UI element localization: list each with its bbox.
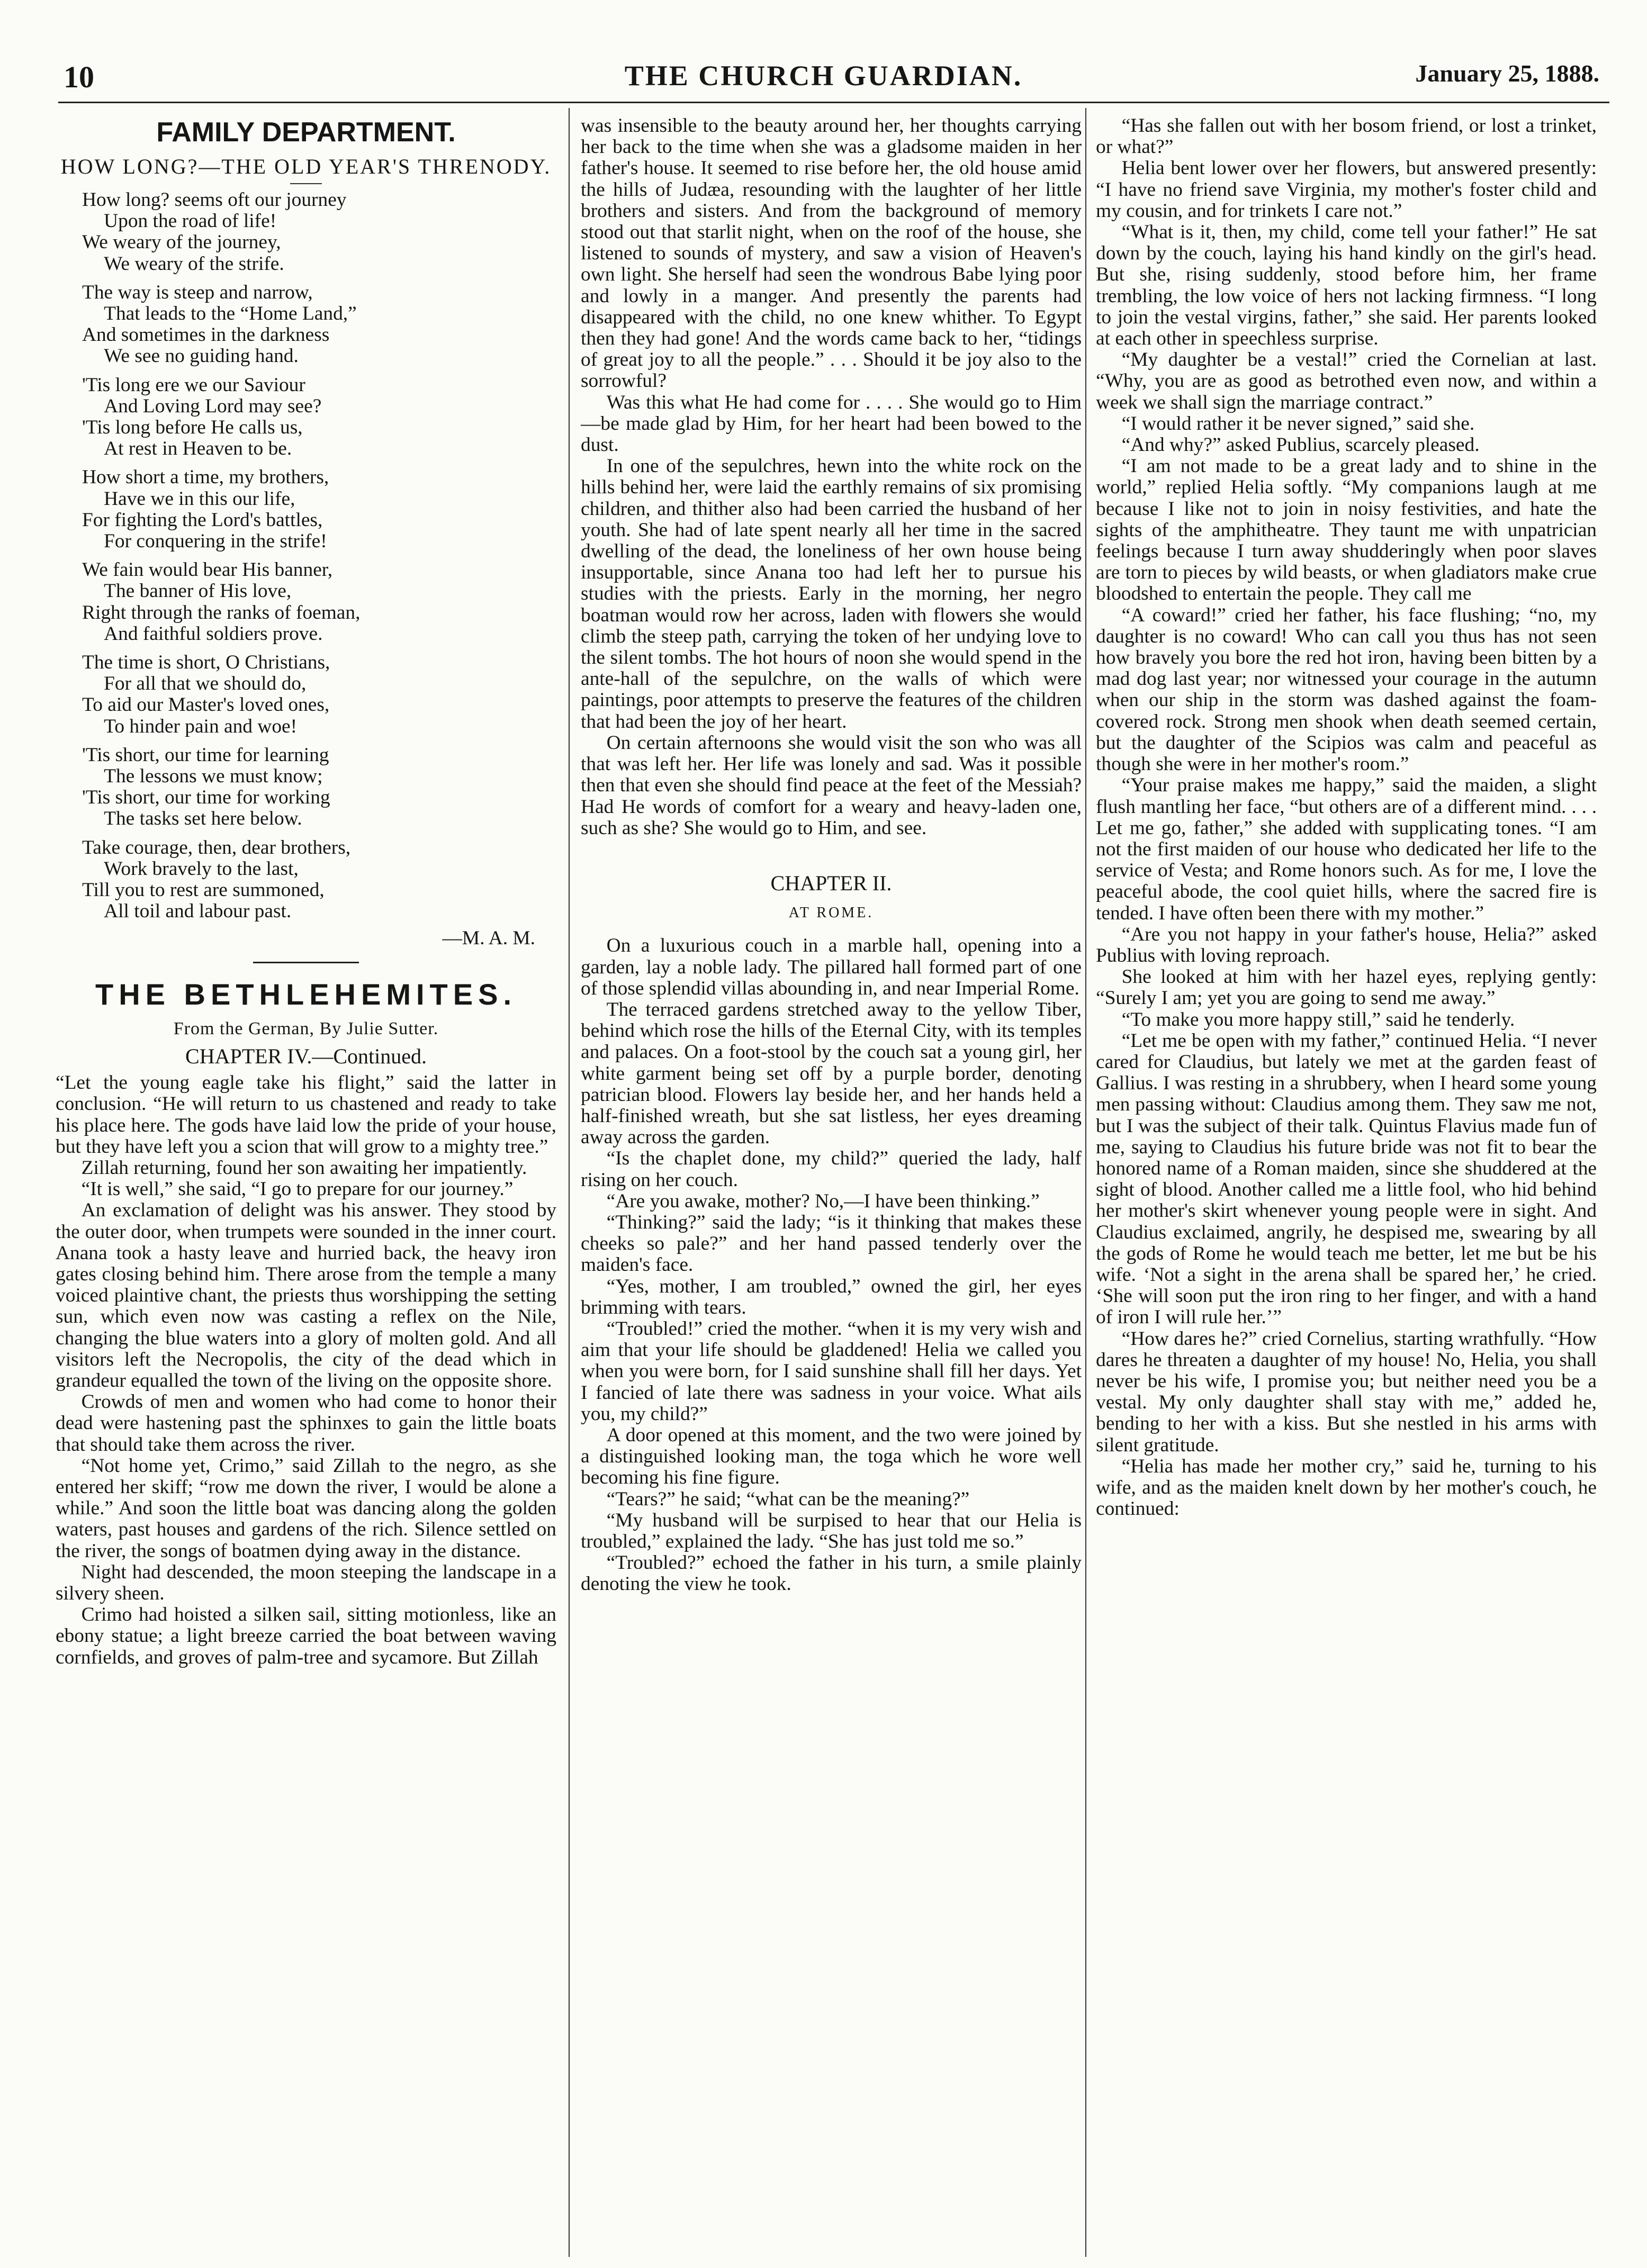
poem-line: And Loving Lord may see?	[104, 395, 322, 417]
poem-line: For fighting the Lord's battles,	[82, 509, 323, 531]
paragraph: Was this what He had come for . . . . She would go to Him—be made glad by Him, for her heart had been bowed to the dust.	[581, 391, 1082, 456]
paragraph: “What is it, then, my child, come tell your father!” He sat down by the couch, laying his hand kindly on the girl's head. But she, rising suddenly, stood before him, her frame trembling, the low voice of hers not lacking firmness. “I long to join the vestal virgins, father,” she said. Her parents looked at each other in speechless surprise.	[1096, 221, 1597, 350]
poem-line: The tasks set here below.	[104, 808, 302, 830]
poem-line: The time is short, O Christians,	[82, 652, 330, 674]
paragraph: “My daughter be a vestal!” cried the Cornelian at last. “Why, you are as good as betrothed even now, and within a week we shall sign the marriage contract.”	[1096, 349, 1597, 413]
poem-line: To aid our Master's loved ones,	[82, 694, 330, 716]
section-title: FAMILY DEPARTMENT.	[156, 117, 456, 148]
page-number: 10	[64, 60, 94, 94]
paragraph: Zillah returning, found her son awaiting her impatiently.	[81, 1156, 527, 1179]
paragraph: “And why?” asked Publius, scarcely pleased.	[1121, 434, 1480, 456]
poem-line: The lessons we must know;	[104, 765, 323, 788]
paragraph: “Let me be open with my father,” continued Helia. “I never cared for Claudius, but lately we met at the garden feast of Gallius. I was resting in a shrubbery, when I heard some young men passing without: Claudius among them. They saw me not, but I was the subject of their talk. Quintus Flavius made fun of me, saying to Claudius his future bride was not fit to bear the honored name of a Roman maiden, since she shuddered at the sight of blood. Another called me a little fool, who hid behind her mother's skirt whenever young people were in sight. And Claudius exclaimed, angrily, he despised me, swearing by all the gods of Rome he would teach me better, let me but be his wife. ‘Not a sight in the arena shall be spared her,’ he cried. ‘She will soon put the iron ring to her finger, and with a hand of iron I will rule her.’”	[1096, 1029, 1597, 1329]
poem-line: 'Tis short, our time for working	[82, 787, 330, 809]
chapter-heading: CHAPTER II.	[770, 871, 892, 895]
divider	[290, 183, 322, 184]
paragraph: The terraced gardens stretched away to the yellow Tiber, behind which rose the hills of the Eternal City, with its temples and palaces. On a foot-stool by the couch sat a young girl, her white garment being set off by a purple border, denoting patrician blood. Flowers lay beside her, and her hands held a half-finished wreath, but she sat listless, her eyes dreaming away across the garden.	[581, 998, 1082, 1149]
paragraph: “Are you not happy in your father's house, Helia?” asked Publius with loving reproach.	[1096, 923, 1597, 966]
poem-line: The banner of His love,	[104, 580, 292, 602]
page-header	[26, 26, 1621, 106]
paragraph: On a luxurious couch in a marble hall, opening into a garden, lay a noble lady. The pillared hall formed part of one of those splendid villas abounding in, and near Imperial Rome.	[581, 935, 1082, 999]
poem-line: To hinder pain and woe!	[104, 715, 298, 737]
paragraph: She looked at him with her hazel eyes, replying gently: “Surely I am; yet you are going to send me away.”	[1096, 966, 1597, 1009]
poem-line: At rest in Heaven to be.	[104, 438, 292, 460]
poem-line: 'Tis short, our time for learning	[82, 744, 329, 766]
paragraph: “It is well,” she said, “I go to prepare for our journey.”	[81, 1178, 514, 1200]
paragraph: In one of the sepulchres, hewn into the white rock on the hills behind her, were laid the earthly remains of six promising children, and thither also had been carried the husband of her youth. She had of late spent nearly all her time in the sacred dwelling of the dead, the loneliness of her own house being insupportable, since Anana too had left her to pursue his studies with the priests. Early in the morning, her negro boatman would row her across, laden with flowers she would climb the steep path, carrying the token of her undying love to the silent tombs. The hot hours of noon she would spend in the ante-hall of the sepulchre, on the walls of which were paintings, poor attempts to preserve the features of the children that had been the joy of her heart.	[581, 455, 1082, 733]
poem-signature: —M. A. M.	[442, 927, 535, 949]
poem-line: For all that we should do,	[104, 673, 307, 695]
poem-line: We fain would bear His banner,	[82, 559, 333, 581]
poem-line: The way is steep and narrow,	[82, 281, 313, 303]
poem-line: How long? seems oft our journey	[82, 189, 347, 211]
poem-line: 'Tis long before He calls us,	[82, 417, 303, 439]
column-1	[56, 115, 556, 1668]
paragraph: “Are you awake, mother? No,—I have been thinking.”	[606, 1190, 1040, 1212]
column-divider	[569, 108, 570, 2257]
paragraph: “Let the young eagle take his flight,” said the latter in conclusion. “He will return to us chastened and ready to take his place here. The gods have laid low the pride of your house, but they have left you a scion that will grow to a mighty tree.”	[56, 1072, 556, 1158]
paragraph: “To make you more happy still,” said he tenderly.	[1121, 1008, 1515, 1031]
poem-line: And sometimes in the darkness	[82, 324, 330, 346]
header-rule	[58, 102, 1609, 103]
paragraph: “I am not made to be a great lady and to shine in the world,” replied Helia softly. “My companions laugh at me because I like not to join in noisy festivities, and hate the sights of the amphitheatre. They taunt me with unpatrician feelings because I turn away shudderingly when poor slaves are torn to pieces by wild beasts, or when gladiators make crue bloodshed to entertain the people. They call me	[1096, 455, 1597, 605]
poem-line: We weary of the strife.	[104, 252, 284, 275]
poem-line: For conquering in the strife!	[104, 530, 327, 553]
poem-line: Right through the ranks of foeman,	[82, 601, 361, 624]
poem-line: We weary of the journey,	[82, 231, 281, 254]
paragraph: A door opened at this moment, and the two were joined by a distinguished looking man, the toga which he wore well becoming his fine figure.	[581, 1424, 1082, 1489]
byline: From the German, By Julie Sutter.	[173, 1018, 439, 1038]
paragraph: “Is the chaplet done, my child?” queried the lady, half rising on her couch.	[581, 1147, 1082, 1191]
poem-line: And faithful soldiers prove.	[104, 622, 323, 645]
paragraph: “Your praise makes me happy,” said the maiden, a slight flush mantling her face, “but others are of a different mind. . . . Let me go, father,” she added with supplicating tones. “I am not the first maiden of our house who dedicated her life to the service of Vesta; and Rome honors such. As for me, I love the peaceful abode, the cool quiet hills, where the sacred fire is tended. I have often been there with my mother.”	[1096, 774, 1597, 924]
paragraph: was insensible to the beauty around her, her thoughts carrying her back to the time when she was a gladsome maiden in her father's house. It seemed to rise before her, the old house amid the hills of Judæa, resounding with the laughter of her little brothers and sisters. And from the background of memory stood out that starlit night, when on the roof of the house, she listened to sounds of mystery, and saw a vision of Heaven's own light. She herself had seen the wondrous Babe lying poor and lowly in a manger. And presently the parents had disappeared with the child, no one knew whither. To Egypt then they had gone! And the words came back to her, “tidings of great joy to all the people.” . . . Should it be joy also to the sorrowful?	[581, 115, 1082, 392]
poem-stanza	[82, 282, 556, 367]
paragraph: “A coward!” cried her father, his face flushing; “no, my daughter is no coward! Who can call you thus has not seen how bravely you bore the red hot iron, having been bitten by a mad dog last year; nor witnessed your courage in the autumn when our ship in the storm was dashed against the foam-covered rock. Strong men shook when death seemed certain, but the daughter of the Scipios was calm and peaceful as though she were in her mother's room.”	[1096, 604, 1597, 775]
poem-line: Work bravely to the last,	[104, 857, 299, 880]
column-2	[581, 115, 1082, 1595]
story-title: THE BETHLEHEMITES.	[95, 977, 517, 1011]
paragraph: “Has she fallen out with her bosom friend, or lost a trinket, or what?”	[1096, 115, 1597, 158]
chapter-heading: CHAPTER IV.—Continued.	[185, 1044, 427, 1068]
poem-line: We see no guiding hand.	[104, 345, 299, 367]
poem-line: That leads to the “Home Land,”	[104, 303, 357, 325]
issue-date: January 25, 1888.	[1415, 60, 1599, 87]
paragraph: “Thinking?” said the lady; “is it thinking that makes these cheeks so pale?” and her hand passed tenderly over the maiden's face.	[581, 1211, 1082, 1276]
poem-line: Till you to rest are summoned,	[82, 879, 325, 901]
paragraph: “Yes, mother, I am troubled,” owned the girl, her eyes brimming with tears.	[581, 1275, 1082, 1318]
poem-stanza	[82, 467, 556, 552]
newspaper-title: THE CHURCH GUARDIAN.	[624, 60, 1023, 92]
poem-stanza	[82, 652, 556, 737]
column-3	[1096, 115, 1597, 1520]
paragraph: Night had descended, the moon steeping the landscape in a silvery sheen.	[56, 1561, 556, 1604]
paragraph: “My husband will be surpised to hear that our Helia is troubled,” explained the lady. “She has just told me so.”	[581, 1509, 1082, 1552]
poem-line: All toil and labour past.	[104, 900, 292, 923]
paragraph: “How dares he?” cried Cornelius, starting wrathfully. “How dares he threaten a daughter of my house! No, Helia, you shall never be his wife, I promise you; but neither need you be a vestal. My only daughter shall stay with me,” added he, bending to her with a kiss. But she nestled in his arms with silent gratitude.	[1096, 1327, 1597, 1456]
paragraph: Crowds of men and women who had come to honor their dead were hastening past the sphinxes to gain the little boats that should take them across the river.	[56, 1391, 556, 1456]
paragraph: “Tears?” he said; “what can be the meaning?”	[606, 1488, 970, 1510]
paragraph: Helia bent lower over her flowers, but answered presently: “I have no friend save Virginia, my mother's foster child and my cousin, and for trinkets I care not.”	[1096, 157, 1597, 222]
paragraph: “Troubled?” echoed the father in his turn, a smile plainly denoting the view he took.	[581, 1552, 1082, 1595]
poem-line: Upon the road of life!	[104, 210, 277, 232]
poem-stanza	[82, 375, 556, 460]
poem-title: HOW LONG?—THE OLD YEAR'S THRENODY.	[60, 155, 552, 178]
poem-line: Take courage, then, dear brothers,	[82, 836, 351, 859]
paragraph: “I would rather it be never signed,” said she.	[1121, 412, 1475, 435]
paragraph: “Not home yet, Crimo,” said Zillah to the negro, as she entered her skiff; “row me down the river, I would be alone a while.” And soon the little boat was dancing along the golden waters, past houses and gardens of the rich. Silence settled on the river, the songs of boatmen dying away in the distance.	[56, 1454, 556, 1562]
paragraph: “Helia has made her mother cry,” said he, turning to his wife, and as the maiden knelt down by her mother's couch, he continued:	[1096, 1455, 1597, 1520]
poem-stanza	[82, 837, 556, 923]
poem-line: How short a time, my brothers,	[82, 466, 329, 489]
poem-line: 'Tis long ere we our Saviour	[82, 374, 305, 396]
paragraph: “Troubled!” cried the mother. “when it is my very wish and aim that your life should be gladdened! Helia we called you when you were born, for I said sunshine shall fill her days. Yet I fancied of late there was sadness in your voice. What ails you, my child?”	[581, 1317, 1082, 1425]
paragraph: An exclamation of delight was his answer. They stood by the outer door, when trumpets were sounded in the inner court. Anana took a hasty leave and hurried back, the heavy iron gates closing behind him. There arose from the temple a many voiced plaintive chant, the priests thus worshipping the setting sun, which even now was casting a reflex on the Nile, changing the blue waters into a glory of molten gold. And all visitors left the Necropolis, the city of the dead which in grandeur equalled the town of the living on the opposite shore.	[56, 1199, 556, 1391]
divider	[253, 962, 359, 963]
column-divider	[1085, 108, 1086, 2257]
poem-line: Have we in this our life,	[104, 487, 295, 510]
poem-stanza	[82, 559, 556, 645]
chapter-subheading: AT ROME.	[788, 905, 874, 921]
poem-stanza	[82, 189, 556, 275]
paragraph: Crimo had hoisted a silken sail, sitting motionless, like an ebony statue; a light breeze carried the boat between waving cornfields, and groves of palm-tree and sycamore. But Zillah	[56, 1604, 556, 1668]
paragraph: On certain afternoons she would visit the son who was all that was left her. Her life was lonely and sad. Was it possible then that even she should find peace at the feet of the Messiah? Had He words of comfort for a weary and heavy-laden one, such as she? She would go to Him, and see.	[581, 731, 1082, 839]
poem-stanza	[82, 745, 556, 830]
